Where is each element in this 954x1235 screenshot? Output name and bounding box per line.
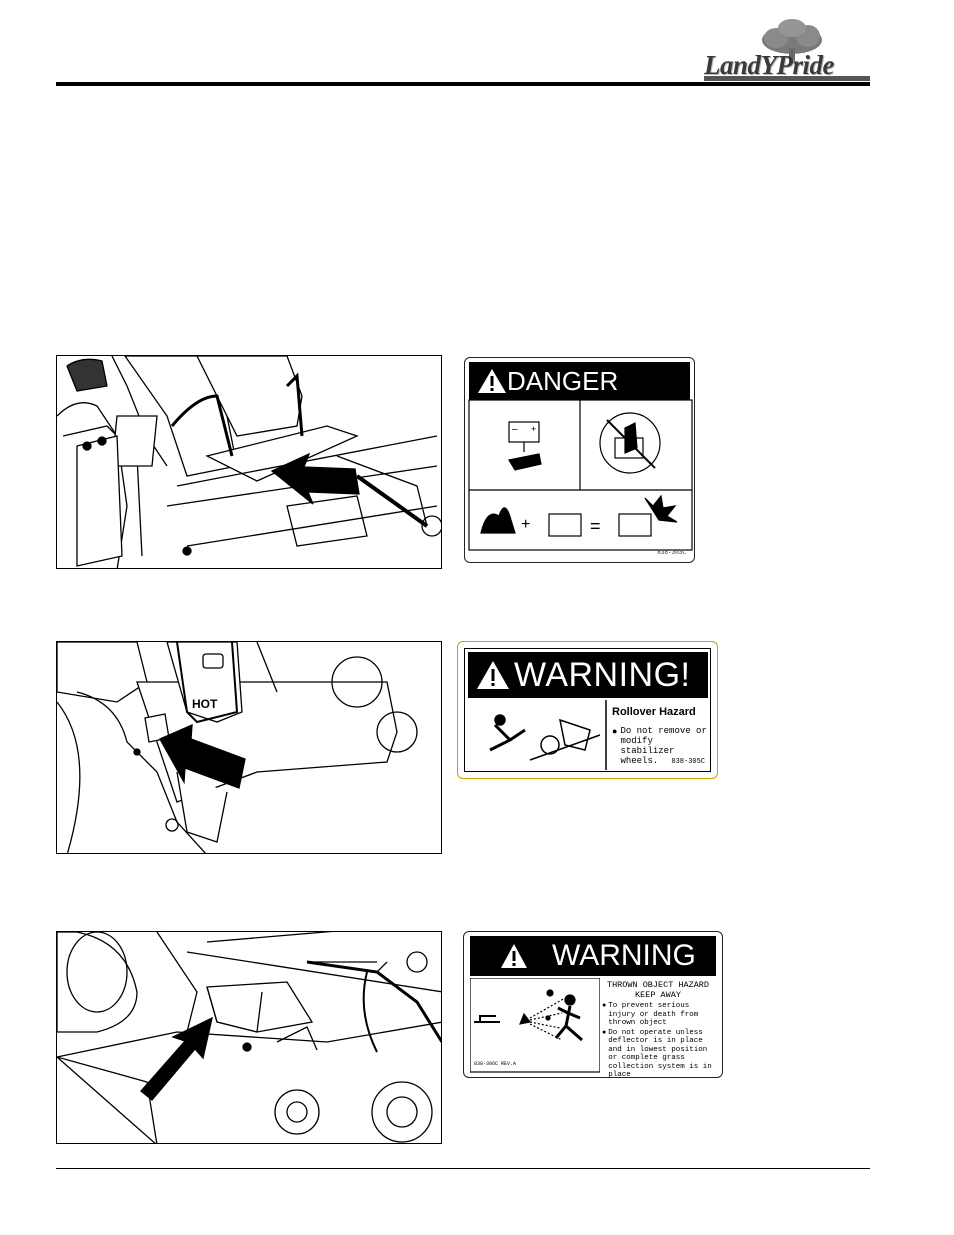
warning-triangle-icon — [476, 660, 510, 690]
bullet-dot-icon: ● — [602, 1002, 607, 1009]
rollover-pictogram — [470, 700, 610, 770]
bullet-dot-icon: ● — [612, 726, 618, 736]
hazard-bullet-1: To prevent serious injury or death from thrown object — [608, 1002, 699, 1027]
danger-decal — [464, 357, 695, 563]
hazard-title: THROWN OBJECT HAZARD — [606, 980, 710, 990]
warning-triangle-icon — [477, 368, 507, 394]
svg-text:–: – — [512, 424, 518, 435]
decal-part-number: 838-306C REV.A — [474, 1061, 517, 1067]
rollover-decal-photo — [56, 641, 442, 854]
hazard-subtitle: KEEP AWAY — [635, 990, 681, 1000]
svg-text:=: = — [590, 516, 601, 536]
decal-part-number: 838-303C — [657, 549, 686, 556]
battery-hazard-pictograms — [465, 398, 695, 558]
decal-signal-word: DANGER — [507, 365, 619, 396]
brand-logo — [700, 18, 875, 86]
svg-text:+: + — [521, 516, 531, 533]
decal-part-number: 838-305C — [671, 758, 705, 766]
thrown-object-bullets — [602, 1002, 716, 1078]
header-rule — [56, 82, 870, 86]
battery-decal-photo — [56, 355, 442, 569]
logo-text: LandYPride — [704, 50, 834, 80]
thrown-object-decal-photo — [56, 931, 442, 1144]
hazard-bullet: Do not remove or modify stabilizer wheels. — [620, 726, 707, 766]
warning-triangle-icon — [500, 943, 528, 969]
svg-text:+: + — [531, 424, 537, 434]
rollover-warning-decal — [457, 641, 718, 779]
thrown-object-hazard-text — [602, 980, 714, 1000]
hazard-title: Rollover Hazard — [612, 706, 696, 718]
footer-rule — [56, 1168, 870, 1169]
hazard-bullet-2: Do not operate unless deflector is in place and in lowest position or complete grass collection system is in place — [608, 1028, 712, 1078]
rollover-hazard-text — [612, 706, 708, 766]
decal-signal-word: WARNING! — [514, 655, 691, 694]
thrown-object-warning-decal — [463, 931, 723, 1078]
bullet-dot-icon: ● — [602, 1028, 607, 1036]
decal-signal-word: WARNING — [552, 939, 696, 972]
hot-label: HOT — [192, 697, 218, 711]
thrown-object-pictogram — [470, 978, 600, 1073]
